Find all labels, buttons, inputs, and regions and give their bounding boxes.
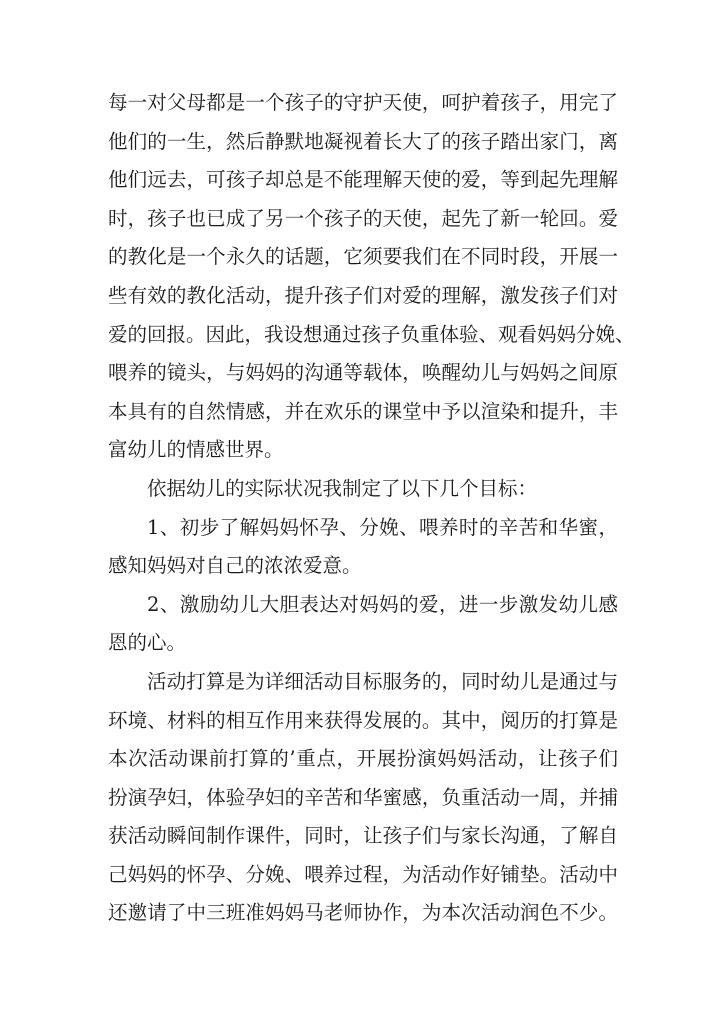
text-line: 己妈妈的怀孕、分娩、喂养过程，为活动作好铺垫。活动中: [108, 862, 618, 886]
text-line: 喂养的镜头，与妈妈的沟通等载体，唤醒幼儿与妈妈之间原: [108, 361, 618, 385]
text-line: 还邀请了中三班准妈妈马老师协作，为本次活动润色不少。: [108, 901, 618, 925]
text-line: 时，孩子也已成了另一个孩子的天使，起先了新一轮回。爱: [108, 206, 618, 230]
text-line: 每一对父母都是一个孩子的守护天使，呵护着孩子，用完了: [108, 91, 618, 114]
text-line: 本具有的自然情感，并在欢乐的课堂中予以渲染和提升，丰: [108, 399, 618, 423]
paragraph-goals-intro: [108, 470, 618, 509]
text-line: 爱的回报。因此，我设想通过孩子负重体验、观看妈妈分娩、: [108, 322, 635, 346]
text-line: 2、激励幼儿大胆表达对妈妈的爱，进一步激发幼儿感: [147, 592, 618, 616]
paragraph-goal-2: [108, 586, 618, 663]
paragraph-goal-1: [108, 509, 618, 586]
text-line: 依据幼儿的实际状况我制定了以下几个目标：: [147, 476, 538, 500]
text-line: 些有效的教化活动，提升孩子们对爱的理解，激发孩子们对: [108, 283, 618, 307]
text-line: 他们的一生，然后静默地凝视着长大了的孩子踏出家门，离: [108, 129, 618, 153]
text-line: 的教化是一个永久的话题，它须要我们在不同时段，开展一: [108, 245, 618, 269]
text-line: 获活动瞬间制作课件，同时，让孩子们与家长沟通，了解自: [108, 824, 618, 848]
text-line: 富幼儿的情感世界。: [108, 438, 284, 462]
text-line: 感知妈妈对自己的浓浓爱意。: [108, 554, 362, 578]
document-body: [108, 84, 635, 933]
text-line: 他们远去，可孩子却总是不能理解天使的爱，等到起先理解: [108, 168, 618, 192]
text-line: 恩的心。: [108, 631, 187, 655]
text-line: 活动打算是为详细活动目标服务的，同时幼儿是通过与: [147, 669, 618, 693]
paragraph-preparation: [108, 663, 618, 933]
text-line: 本次活动课前打算的’重点，开展扮演妈妈活动，让孩子们: [108, 747, 618, 771]
text-line: 1、初步了解妈妈怀孕、分娩、喂养时的辛苦和华蜜，: [147, 515, 618, 539]
paragraph-intro: [108, 84, 635, 470]
text-line: 环境、材料的相互作用来获得发展的。其中，阅历的打算是: [108, 708, 618, 732]
text-line: 扮演孕妇，体验孕妇的辛苦和华蜜感，负重活动一周，并捕: [108, 785, 618, 809]
